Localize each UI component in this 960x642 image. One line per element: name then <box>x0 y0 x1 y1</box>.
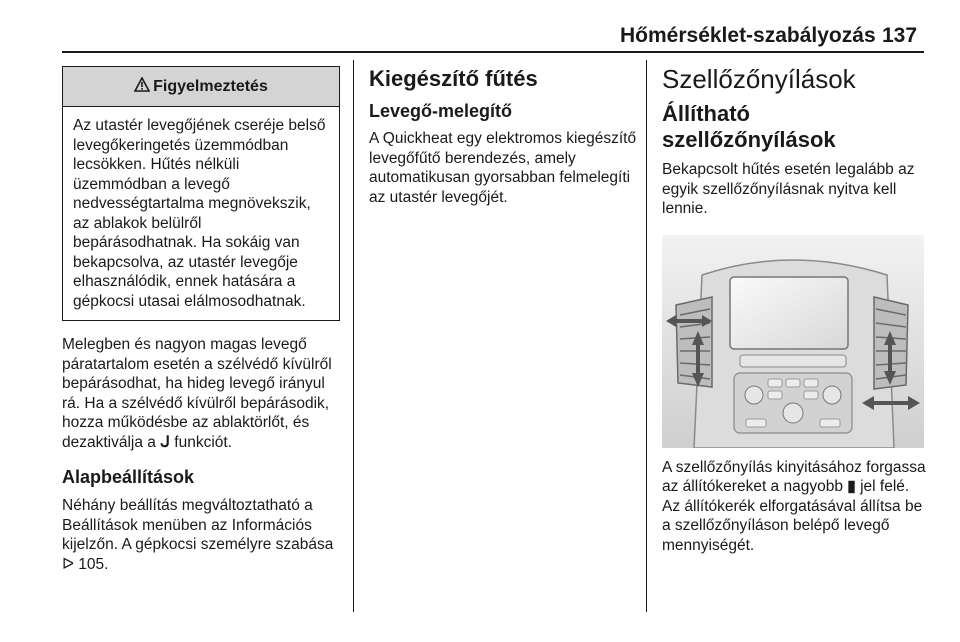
paragraph-vent-adjust-text-a: A szellőzőnyílás kinyitásához forgassa az állítókereket a nagyobb <box>662 458 926 495</box>
paragraph-quickheat: A Quickheat egy elektromos kiegészítő levegőfűtő berendezés, amely automatikusan gyorsabban felmelegíti az utastér levegőjét. <box>369 130 637 206</box>
heading-air-vents: Szellőzőnyílások <box>662 64 856 94</box>
warning-body: Az utastér levegőjének cseréje belső levegőkeringetés üzemmódban lecsökken. Hűtés nélküli üzemmódban a levegő nedvességtartalma megnövekszik, az ablakok belülről bepárásodhatnak. Ha sokáig van bekapcsolva, az utastér levegője elhasználódik, ennek hatására a gépkocsi utasai elálmosodhatnak. <box>73 117 326 310</box>
dashboard-vents-photo <box>662 235 924 448</box>
column-divider-1 <box>353 60 354 612</box>
subheading-air-heater: Levegő-melegítő <box>369 101 513 121</box>
page-reference-arrow-icon: ᐅ <box>62 555 74 573</box>
paragraph-humidity-text-a: Melegben és nagyon magas levegő páratartalom esetén a szélvédő kívülről bepárásodhat, ha hideg levegő irányul rá. Ha a szélvédő kívülről bepárásodik, hozza működésbe az ablaktörlőt, és dezaktiválja a <box>62 336 332 451</box>
warning-triangle-icon <box>134 77 150 97</box>
warning-header <box>63 67 339 107</box>
heading-auxiliary-heating: Kiegészítő fűtés <box>369 66 538 91</box>
paragraph-humidity <box>62 335 340 452</box>
column-3 <box>662 56 926 555</box>
subheading-adjustable-vents: Állítható szellőzőnyílások <box>662 101 836 152</box>
page-reference[interactable]: 105. <box>78 555 109 573</box>
column-2 <box>369 56 645 207</box>
column-1 <box>62 56 340 574</box>
page-header-title: Hőmérséklet-szabályozás <box>620 24 876 47</box>
paragraph-vents-open: Bekapcsolt hűtés esetén legalább az egyik szellőzőnyílásnak nyitva kell lennie. <box>662 161 915 217</box>
warning-title: Figyelmeztetés <box>153 77 268 95</box>
paragraph-vent-adjust <box>662 458 926 556</box>
header-divider <box>62 51 924 53</box>
paragraph-humidity-text-b: funkciót. <box>174 433 233 451</box>
paragraph-basic-settings <box>62 496 340 574</box>
paragraph-vent-adjust-text-b: jel felé. Az állítókerék elforgatásával állítsa be a szellőzőnyíláson belépő levegő mennyiségét. <box>662 478 923 554</box>
recirculation-symbol-icon: ᒍ <box>160 433 170 451</box>
page-number: 137 <box>882 24 918 47</box>
paragraph-basic-settings-text: Néhány beállítás megváltoztatható a Beállítások menüben az Információs kijelzőn. A gépkocsi személyre szabása <box>62 497 334 553</box>
warning-box <box>62 66 340 321</box>
heading-basic-settings: Alapbeállítások <box>62 467 195 487</box>
vent-mark-icon: ▮ <box>847 478 856 495</box>
column-divider-2 <box>646 60 647 612</box>
